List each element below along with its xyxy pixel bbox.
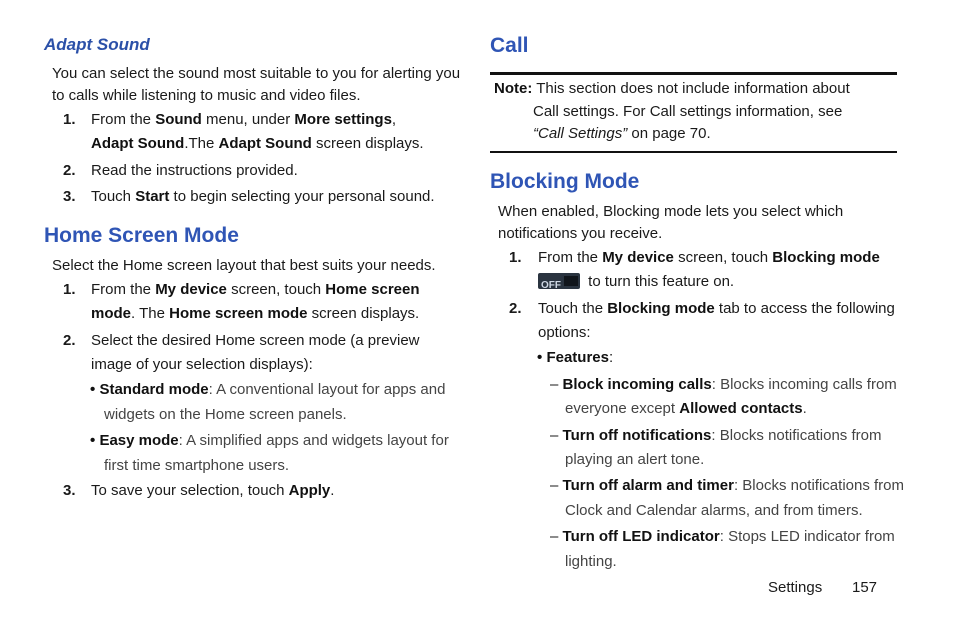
note-top-rule [490,72,897,75]
call-settings-reference: “Call Settings” [533,125,628,142]
blocking-intro-line1: When enabled, Blocking mode lets you select which [498,203,844,220]
adapt-sound-step3: Touch Start to begin selecting your personal sound. [91,188,435,205]
step-number: 2. [63,332,76,349]
turn-off-notifications-line2: playing an alert tone. [565,451,705,468]
off-toggle-icon: OFF [538,273,580,289]
home-screen-step1-line2: mode. The Home screen mode screen displays. [91,305,420,322]
footer-section: Settings [768,579,823,596]
step-number: 2. [63,162,76,179]
turn-off-notifications-line1: – Turn off notifications: Blocks notifications from [550,427,882,444]
home-screen-intro: Select the Home screen layout that best suits your needs. [52,257,436,274]
blocking-intro-line2: notifications you receive. [498,225,663,242]
standard-mode-bullet-line2: widgets on the Home screen panels. [104,406,347,423]
call-note-line1: Note: This section does not include information about [494,80,850,97]
adapt-sound-intro-line2: to calls while listening to music and video files. [52,87,361,104]
step-number: 1. [63,281,76,298]
call-note-line3: “Call Settings” on page 70. [533,125,711,142]
turn-off-alarm-line2: Clock and Calendar alarms, and from timers. [565,502,863,519]
block-incoming-calls-line1: – Block incoming calls: Blocks incoming calls from [550,376,897,393]
adapt-sound-step1-line1: From the Sound menu, under More settings, [91,111,397,128]
blocking-step2-line2: options: [538,324,591,341]
footer-page-number: 157 [852,579,878,596]
home-screen-step3: To save your selection, touch Apply. [91,482,335,499]
turn-off-led-line2: lighting. [565,553,617,570]
home-screen-mode-heading: Home Screen Mode [44,224,239,247]
features-bullet: • Features: [537,349,614,366]
easy-mode-bullet-line2: first time smartphone users. [104,457,290,474]
blocking-mode-heading: Blocking Mode [490,170,640,193]
easy-mode-bullet-line1: • Easy mode: A simplified apps and widgets layout for [90,432,449,449]
block-incoming-calls-line2: everyone except Allowed contacts. [565,400,807,417]
adapt-sound-step1-line2: Adapt Sound.The Adapt Sound screen displays. [91,135,424,152]
note-bottom-rule [490,151,897,153]
step-number: 3. [63,482,76,499]
call-note-line2: Call settings. For Call settings information, see [533,103,843,120]
adapt-sound-heading: Adapt Sound [44,35,150,54]
home-screen-step1-line1: From the My device screen, touch Home screen [91,281,420,298]
turn-off-alarm-line1: – Turn off alarm and timer: Blocks notifications from [550,477,904,494]
adapt-sound-step2: Read the instructions provided. [91,162,298,179]
home-screen-step2-line1: Select the desired Home screen mode (a preview [91,332,420,349]
home-screen-step2-line2: image of your selection displays): [91,356,313,373]
step-number: 2. [509,300,522,317]
blocking-step2-line1: Touch the Blocking mode tab to access the following [538,300,895,317]
call-heading: Call [490,34,529,57]
blocking-step1-line2: OFF to turn this feature on. [538,270,734,294]
standard-mode-bullet-line1: • Standard mode: A conventional layout for apps and [90,381,446,398]
step-number: 1. [509,249,522,266]
step-number: 3. [63,188,76,205]
blocking-step1-line1: From the My device screen, touch Blocking mode [538,249,880,266]
adapt-sound-intro-line1: You can select the sound most suitable to you for alerting you [52,65,461,82]
turn-off-led-line1: – Turn off LED indicator: Stops LED indicator from [550,528,895,545]
step-number: 1. [63,111,76,128]
